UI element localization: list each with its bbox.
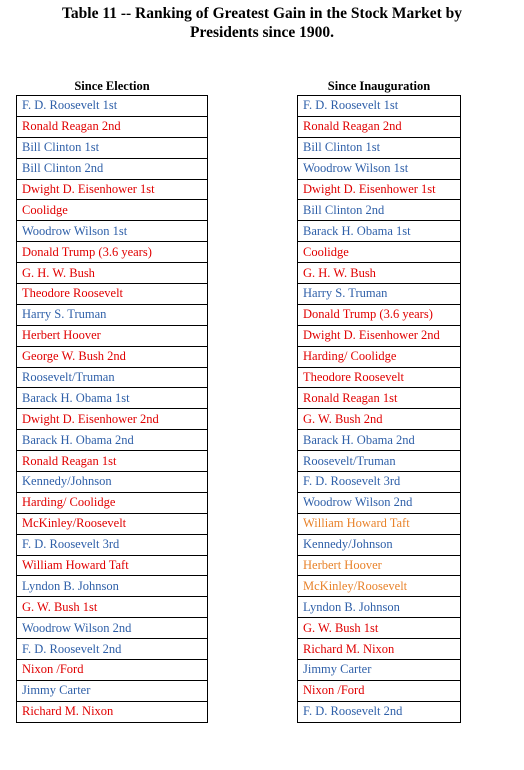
- since-election-row: [17, 576, 208, 597]
- since-election-cell-president: Jimmy Carter: [17, 680, 208, 701]
- since-inauguration-cell-president: F. D. Roosevelt 3rd: [298, 472, 461, 493]
- since-election-row: [17, 597, 208, 618]
- since-inauguration-row: [298, 388, 461, 409]
- since-election-row: [17, 242, 208, 263]
- since-inauguration-row: [298, 597, 461, 618]
- since-election-row: [17, 639, 208, 660]
- since-election-row: [17, 451, 208, 472]
- since-inauguration-row: [298, 451, 461, 472]
- since-election-cell-president: George W. Bush 2nd: [17, 346, 208, 367]
- since-election-row: [17, 96, 208, 117]
- since-election-row: [17, 534, 208, 555]
- since-election-row: [17, 367, 208, 388]
- since-election-row: [17, 660, 208, 681]
- since-inauguration-row: [298, 639, 461, 660]
- since-election-cell-president: F. D. Roosevelt 3rd: [17, 534, 208, 555]
- since-election-table: [16, 95, 208, 723]
- since-inauguration-row: [298, 158, 461, 179]
- since-inauguration-cell-president: Woodrow Wilson 1st: [298, 158, 461, 179]
- since-election-row: [17, 325, 208, 346]
- since-election-cell-president: Woodrow Wilson 2nd: [17, 618, 208, 639]
- since-inauguration-cell-president: Donald Trump (3.6 years): [298, 304, 461, 325]
- since-election-rows: [17, 96, 208, 723]
- since-election-cell-president: Woodrow Wilson 1st: [17, 221, 208, 242]
- since-inauguration-cell-president: Richard M. Nixon: [298, 639, 461, 660]
- since-election-row: [17, 618, 208, 639]
- since-election-cell-president: Donald Trump (3.6 years): [17, 242, 208, 263]
- since-election-row: [17, 116, 208, 137]
- since-election-cell-president: Harry S. Truman: [17, 304, 208, 325]
- since-inauguration-row: [298, 409, 461, 430]
- since-election-cell-president: Bill Clinton 2nd: [17, 158, 208, 179]
- since-inauguration-cell-president: Ronald Reagan 2nd: [298, 116, 461, 137]
- since-election-row: [17, 701, 208, 722]
- since-inauguration-cell-president: Harry S. Truman: [298, 284, 461, 305]
- since-election-row: [17, 492, 208, 513]
- since-election-row: [17, 221, 208, 242]
- since-inauguration-cell-president: McKinley/Roosevelt: [298, 576, 461, 597]
- since-election-cell-president: Roosevelt/Truman: [17, 367, 208, 388]
- since-inauguration-row: [298, 200, 461, 221]
- since-election-row: [17, 200, 208, 221]
- since-inauguration-row: [298, 116, 461, 137]
- since-inauguration-row: [298, 513, 461, 534]
- since-inauguration-cell-president: Roosevelt/Truman: [298, 451, 461, 472]
- since-inauguration-row: [298, 242, 461, 263]
- since-election-row: [17, 513, 208, 534]
- since-election-cell-president: McKinley/Roosevelt: [17, 513, 208, 534]
- since-inauguration-cell-president: G. W. Bush 2nd: [298, 409, 461, 430]
- since-election-row: [17, 472, 208, 493]
- since-election-cell-president: Theodore Roosevelt: [17, 284, 208, 305]
- since-inauguration-cell-president: Theodore Roosevelt: [298, 367, 461, 388]
- since-inauguration-cell-president: Dwight D. Eisenhower 1st: [298, 179, 461, 200]
- table-title: [0, 4, 524, 42]
- since-election-header: Since Election: [74, 79, 150, 93]
- since-inauguration-cell-president: William Howard Taft: [298, 513, 461, 534]
- since-inauguration-cell-president: Nixon /Ford: [298, 680, 461, 701]
- since-inauguration-row: [298, 618, 461, 639]
- since-election-cell-president: Harding/ Coolidge: [17, 492, 208, 513]
- since-inauguration-cell-president: Ronald Reagan 1st: [298, 388, 461, 409]
- since-inauguration-row: [298, 221, 461, 242]
- since-election-cell-president: Dwight D. Eisenhower 1st: [17, 179, 208, 200]
- since-inauguration-row: [298, 179, 461, 200]
- since-inauguration-row: [298, 430, 461, 451]
- since-inauguration-cell-president: F. D. Roosevelt 1st: [298, 96, 461, 117]
- since-inauguration-cell-president: Herbert Hoover: [298, 555, 461, 576]
- since-inauguration-row: [298, 304, 461, 325]
- since-inauguration-row: [298, 660, 461, 681]
- since-inauguration-row: [298, 555, 461, 576]
- since-inauguration-cell-president: G. W. Bush 1st: [298, 618, 461, 639]
- since-inauguration-rows: [298, 96, 461, 723]
- since-inauguration-row: [298, 263, 461, 284]
- since-inauguration-cell-president: Coolidge: [298, 242, 461, 263]
- since-inauguration-cell-president: Dwight D. Eisenhower 2nd: [298, 325, 461, 346]
- since-inauguration-row: [298, 701, 461, 722]
- since-inauguration-cell-president: G. H. W. Bush: [298, 263, 461, 284]
- since-inauguration-row: [298, 367, 461, 388]
- since-election-cell-president: Ronald Reagan 1st: [17, 451, 208, 472]
- since-election-cell-president: Barack H. Obama 1st: [17, 388, 208, 409]
- since-inauguration-row: [298, 492, 461, 513]
- since-election-cell-president: Coolidge: [17, 200, 208, 221]
- since-inauguration-row: [298, 576, 461, 597]
- since-inauguration-row: [298, 472, 461, 493]
- since-inauguration-row: [298, 137, 461, 158]
- since-election-cell-president: William Howard Taft: [17, 555, 208, 576]
- since-election-row: [17, 555, 208, 576]
- since-election-row: [17, 409, 208, 430]
- table-title-line-1: Table 11 -- Ranking of Greatest Gain in the Stock Market by: [61, 5, 462, 22]
- since-inauguration-header: Since Inauguration: [327, 79, 431, 93]
- table-title-line-2: Presidents since 1900.: [190, 24, 334, 41]
- since-election-row: [17, 680, 208, 701]
- since-election-row: [17, 430, 208, 451]
- since-election-cell-president: Barack H. Obama 2nd: [17, 430, 208, 451]
- since-inauguration-row: [298, 346, 461, 367]
- since-election-row: [17, 284, 208, 305]
- since-election-row: [17, 388, 208, 409]
- since-election-cell-president: F. D. Roosevelt 1st: [17, 96, 208, 117]
- since-inauguration-cell-president: Bill Clinton 2nd: [298, 200, 461, 221]
- since-inauguration-cell-president: Bill Clinton 1st: [298, 137, 461, 158]
- since-inauguration-cell-president: Kennedy/Johnson: [298, 534, 461, 555]
- since-election-cell-president: Lyndon B. Johnson: [17, 576, 208, 597]
- since-election-cell-president: Nixon /Ford: [17, 660, 208, 681]
- since-inauguration-row: [298, 325, 461, 346]
- since-election-cell-president: Ronald Reagan 2nd: [17, 116, 208, 137]
- since-election-cell-president: F. D. Roosevelt 2nd: [17, 639, 208, 660]
- since-inauguration-cell-president: Barack H. Obama 2nd: [298, 430, 461, 451]
- since-election-cell-president: Bill Clinton 1st: [17, 137, 208, 158]
- since-election-cell-president: Kennedy/Johnson: [17, 472, 208, 493]
- since-election-cell-president: G. H. W. Bush: [17, 263, 208, 284]
- since-inauguration-cell-president: Barack H. Obama 1st: [298, 221, 461, 242]
- since-inauguration-cell-president: Lyndon B. Johnson: [298, 597, 461, 618]
- since-election-row: [17, 179, 208, 200]
- since-election-cell-president: Dwight D. Eisenhower 2nd: [17, 409, 208, 430]
- since-inauguration-row: [298, 534, 461, 555]
- since-election-row: [17, 346, 208, 367]
- since-inauguration-row: [298, 284, 461, 305]
- since-inauguration-cell-president: Jimmy Carter: [298, 660, 461, 681]
- since-election-row: [17, 137, 208, 158]
- since-inauguration-row: [298, 96, 461, 117]
- since-election-cell-president: Richard M. Nixon: [17, 701, 208, 722]
- since-election-row: [17, 304, 208, 325]
- since-inauguration-cell-president: F. D. Roosevelt 2nd: [298, 701, 461, 722]
- since-election-row: [17, 158, 208, 179]
- since-election-row: [17, 263, 208, 284]
- since-inauguration-table: [297, 95, 461, 723]
- since-inauguration-cell-president: Harding/ Coolidge: [298, 346, 461, 367]
- since-inauguration-row: [298, 680, 461, 701]
- since-election-cell-president: Herbert Hoover: [17, 325, 208, 346]
- since-inauguration-cell-president: Woodrow Wilson 2nd: [298, 492, 461, 513]
- since-election-cell-president: G. W. Bush 1st: [17, 597, 208, 618]
